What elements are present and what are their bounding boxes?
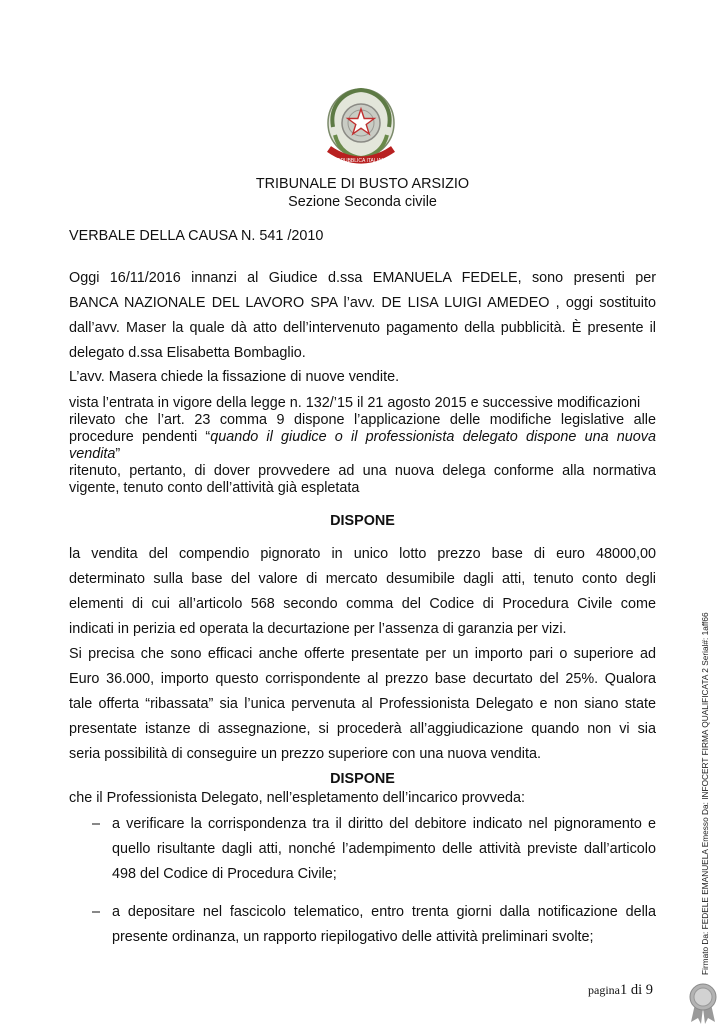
intro-line: dall’avv. Maser la quale dà atto dell’intervenuto pagamento della pubblicità. È presente il (69, 320, 656, 336)
sale-line: la vendita del compendio pignorato in unico lotto prezzo base di euro 48000,00 (69, 546, 656, 562)
bullet-line: a depositare nel fascicolo telematico, entro trenta giorni dalla notificazione della (112, 904, 656, 920)
sale-line: Si precisa che sono efficaci anche offerte presentate per un importo pari o superiore ad (69, 646, 656, 662)
sale-line: tale offerta “ribassata” sia l’unica pervenuta al Professionista Delegato e non siano state (69, 696, 656, 712)
emblem-motto: REPUBBLICA ITALIANA (333, 158, 389, 164)
dispone-heading: DISPONE (330, 513, 395, 529)
page-number: pagina1 di 9 (588, 982, 654, 998)
consideration-line: ritenuto, pertanto, di dover provvedere ad una nuova delega conforme alla normativa (69, 463, 656, 479)
delegate-intro: che il Professionista Delegato, nell’espletamento dell’incarico provveda: (69, 790, 525, 806)
sale-line: indicati in perizia ed operata la decurtazione per l’assenza di garanzia per vizi. (69, 621, 567, 637)
bullet-line: quello risultante dagli atti, nonché l’adempimento delle attività previste dall’articolo (112, 841, 656, 857)
case-title: VERBALE DELLA CAUSA N. 541 /2010 (69, 228, 324, 244)
dispone-heading: DISPONE (330, 771, 395, 787)
sale-line: seria possibilità di conseguire un prezzo superiore con una nuova vendita. (69, 746, 541, 762)
signature-seal-icon (686, 982, 720, 1024)
bullet-line: a verificare la corrispondenza tra il diritto del debitore indicato nel pignoramento e (112, 816, 656, 832)
italian-republic-emblem (323, 85, 399, 167)
intro-line: delegato d.ssa Elisabetta Bombaglio. (69, 345, 306, 361)
bullet-line: 498 del Codice di Procedura Civile; (112, 866, 337, 882)
intro-line: L’avv. Masera chiede la fissazione di nuove vendite. (69, 369, 400, 385)
consideration-line: vigente, tenuto conto dell’attività già espletata (69, 480, 360, 496)
bullet-line: presente ordinanza, un rapporto riepilogativo delle attività preliminari svolte; (112, 929, 594, 945)
consideration-line: vista l’entrata in vigore della legge n. 132/’15 il 21 agosto 2015 e successive modificazioni (69, 395, 641, 411)
consideration-line: vendita” (69, 446, 121, 462)
consideration-line: rilevato che l’art. 23 comma 9 dispone l’applicazione delle modifiche legislative alle (69, 412, 656, 428)
digital-signature-strip: Firmato Da: FEDELE EMANUELA Emesso Da: INFOCERT FIRMA QUALIFICATA 2 Serial#: 1aff66 (700, 612, 710, 975)
court-name: TRIBUNALE DI BUSTO ARSIZIO (255, 176, 470, 192)
sale-line: Euro 36.000, importo questo corrispondente al prezzo base decurtato del 25%. Qualora (69, 671, 656, 687)
court-section: Sezione Seconda civile (288, 194, 437, 210)
intro-line: Oggi 16/11/2016 innanzi al Giudice d.ssa EMANUELA FEDELE, sono presenti per (69, 270, 656, 286)
sale-line: elementi di cui all’articolo 568 secondo comma del Codice di Procedura Civile come (69, 596, 656, 612)
intro-line: BANCA NAZIONALE DEL LAVORO SPA l’avv. DE LISA LUIGI AMEDEO , oggi sostituito (69, 295, 656, 311)
sale-line: presentate istanze di assegnazione, si procederà all’aggiudicazione quando non vi sia (69, 721, 656, 737)
sale-line: determinato sulla base del valore di mercato desumibile dagli atti, tenuto conto degli (69, 571, 656, 587)
bullet-dash: – (92, 904, 101, 920)
bullet-dash: – (92, 816, 101, 832)
consideration-line: procedure pendenti “quando il giudice o il professionista delegato dispone una nuova (69, 429, 656, 445)
